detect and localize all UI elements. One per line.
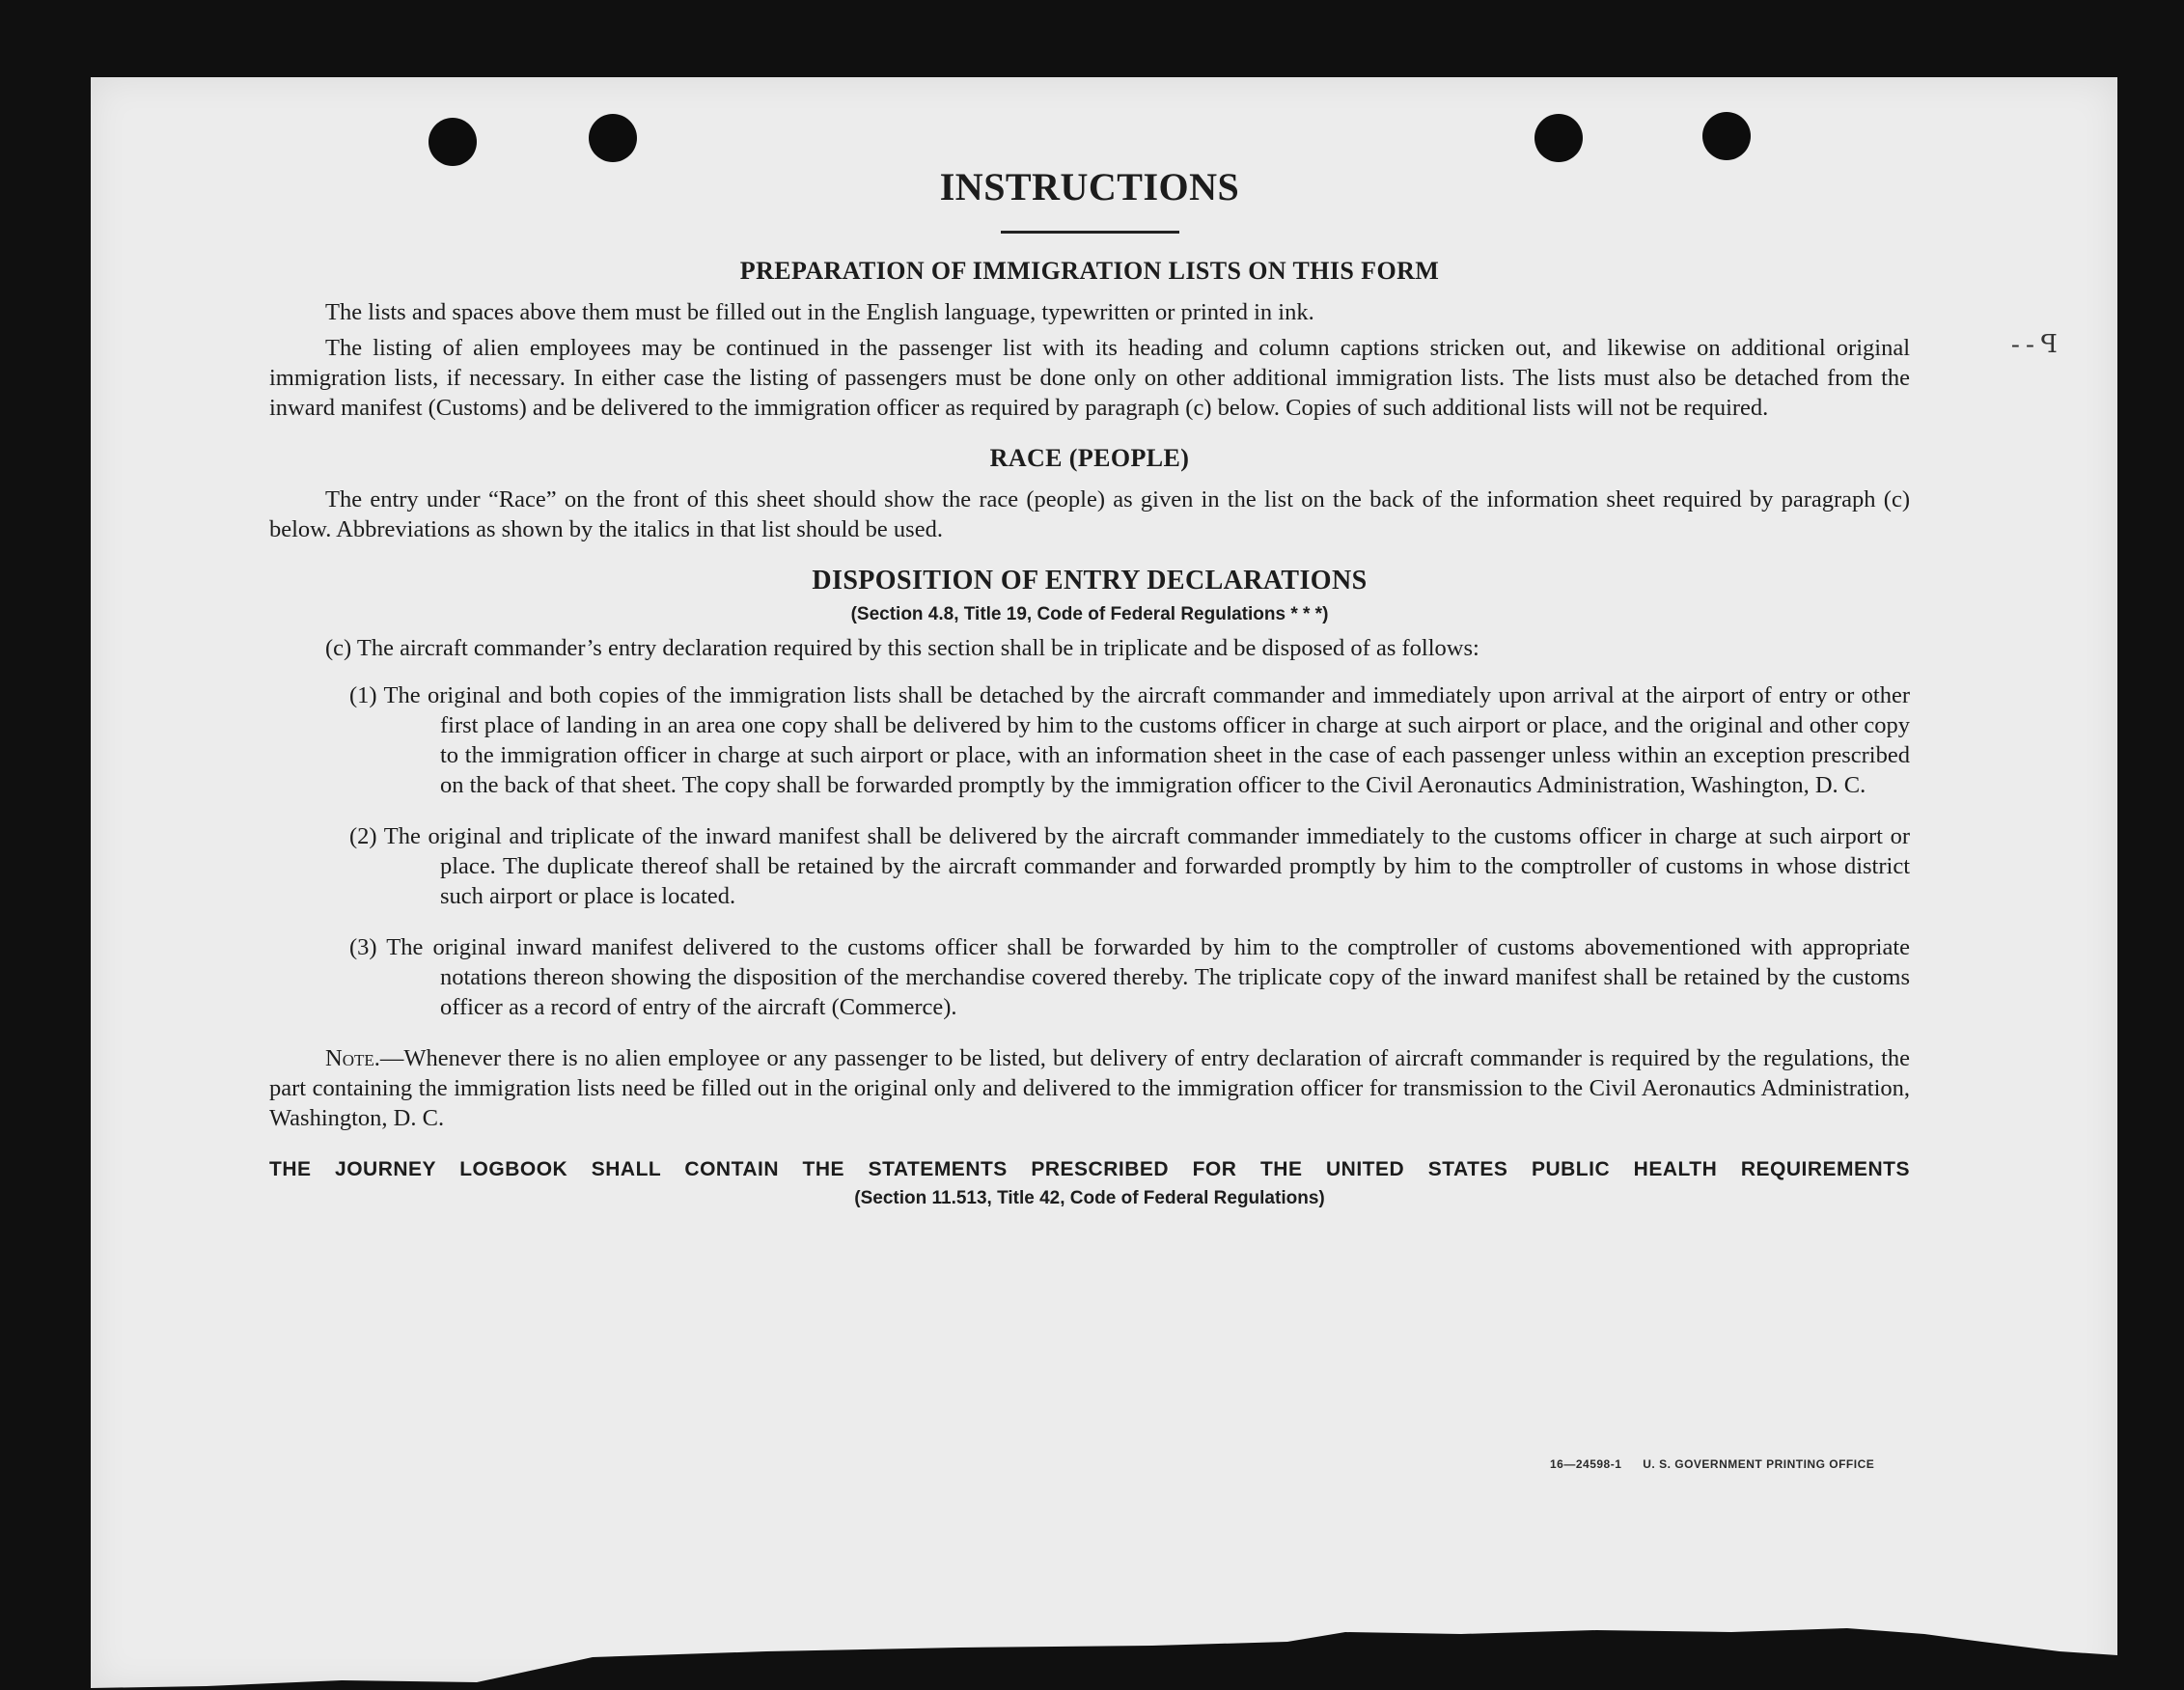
paragraph-entry-declaration: (c) The aircraft commander’s entry declaration required by this section shall be in triplicate and be disposed of as follows: [325,635,1479,661]
note-text: —Whenever there is no alien employee or any passenger to be listed, but delivery of entry declaration of aircraft commander is required by the regulations, the part containing the immigration lists need be filled out in the original only and delivered to the immigration officer for transmission to the Civil Aeronautics Administration, Washington, D. C. [269,1045,1910,1131]
form-number: 16—24598-1 [1550,1457,1622,1471]
document-sheet [91,77,2117,1690]
paragraph-alien-employees: The listing of alien employees may be continued in the passenger list with its heading and column captions stricken out, and likewise on additional original immigration lists, if necessary. In either case the listing of passengers must be done only on other additional immigration lists. The lists must also be detached from the inward manifest (Customs) and be delivered to the immigration officer as required by paragraph (c) below. Copies of such additional lists will not be required. [269,335,1910,421]
disposition-citation: (Section 4.8, Title 19, Code of Federal Regulations * * *) [850,604,1329,624]
section-heading-preparation: PREPARATION OF IMMIGRATION LISTS ON THIS FORM [739,257,1440,285]
printer-imprint [1550,1457,1874,1471]
paragraph-language: The lists and spaces above them must be filled out in the English language, typewritten or printed in ink. [325,299,1314,325]
margin-mark: - - ꟼ [2011,330,2058,358]
list-item: (2) The original and triplicate of the inward manifest shall be delivered by the aircraft commander immediately to the customs officer in charge at such airport or place. The duplicate thereof shall be retained by the aircraft commander and forwarded promptly by him to the comptroller of customs in whose district such airport or place is located. [349,823,1910,909]
section-heading-disposition: DISPOSITION OF ENTRY DECLARATIONS [812,566,1368,596]
health-citation: (Section 11.513, Title 42, Code of Federal Regulations) [854,1188,1325,1208]
printer-name: U. S. GOVERNMENT PRINTING OFFICE [1643,1457,1875,1471]
paragraph-race: The entry under “Race” on the front of this sheet should show the race (people) as given in the list on the back of the information sheet required by paragraph (c) below. Abbreviations as shown by the italics in that list should be used. [269,486,1910,542]
section-heading-race: RACE (PEOPLE) [989,444,1190,472]
health-statement: THE JOURNEY LOGBOOK SHALL CONTAIN THE STATEMENTS PRESCRIBED FOR THE UNITED STATES PUBLIC HEALTH REQUIREMENTS [269,1158,1910,1180]
punch-hole-4 [1702,112,1751,160]
torn-bottom-edge [91,1574,2117,1690]
list-item: (3) The original inward manifest delivered to the customs officer shall be forwarded by him to the comptroller of customs abovementioned with appropriate notations thereon showing the disposition of the merchandise covered thereby. The triplicate copy of the inward manifest shall be retained by the customs officer as a record of entry of the aircraft (Commerce). [349,934,1910,1020]
note-paragraph [269,1043,1910,1133]
note-label: Note. [325,1045,380,1071]
page-title: INSTRUCTIONS [939,165,1240,208]
document-content [269,154,1910,1217]
list-item: (1) The original and both copies of the immigration lists shall be detached by the aircraft commander and immediately upon arrival at the airport of entry or other first place of landing in an area one copy shall be delivered by him to the customs officer in charge at such airport or place, and the original and other copy to the immigration officer in charge at such airport or place, with an information sheet in the case of each passenger unless within an exception prescribed on the back of that sheet. The copy shall be forwarded promptly by the immigration officer to the Civil Aeronautics Administration, Washington, D. C. [349,682,1910,798]
title-rule [1001,231,1179,234]
